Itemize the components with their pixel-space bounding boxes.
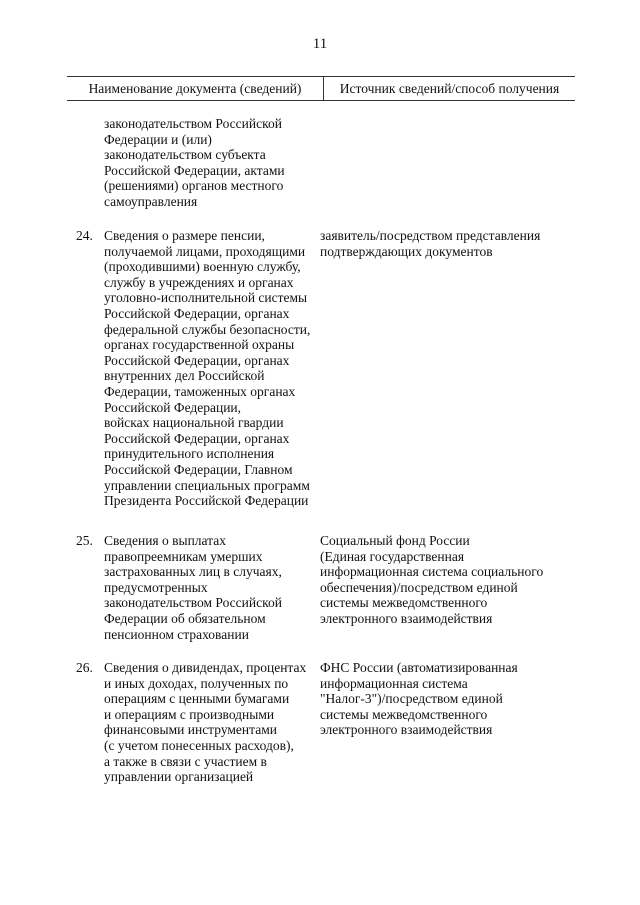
text-line: управлении организацией (104, 769, 254, 785)
text-line: (Единая государственная (320, 548, 465, 564)
text-line: управлении специальных программ (104, 477, 310, 493)
row-number: 25. (76, 533, 93, 548)
text-line: ФНС России (автоматизированная (320, 660, 518, 675)
text-line: информационная система социального (320, 564, 544, 580)
text-line: Федерации, таможенных органах (104, 383, 296, 399)
text-line: войсках национальной гвардии (104, 415, 284, 431)
document-name-cell (104, 116, 326, 210)
header-source: Источник сведений/способ получения (339, 81, 560, 96)
row-number: 26. (76, 660, 93, 675)
text-line: системы межведомственного (320, 595, 488, 611)
text-line: информационная система (320, 675, 468, 691)
text-line: внутренних дел Российской (104, 368, 265, 384)
page-number: 11 (312, 36, 328, 52)
document-name-cell (104, 660, 326, 785)
text-line: Социальный фонд России (320, 533, 470, 548)
text-line: предусмотренных (104, 579, 208, 595)
text-line: пенсионном страховании (104, 626, 249, 642)
text-line: заявитель/посредством представления (320, 228, 541, 243)
text-line: (проходившими) военную службу, (104, 259, 301, 275)
text-line: принудительного исполнения (104, 446, 275, 462)
text-line: (с учетом понесенных расходов), (104, 737, 294, 753)
text-line: Сведения о выплатах (104, 533, 226, 548)
text-line: Российской Федерации, Главном (104, 461, 293, 477)
header-document-name: Наименование документа (сведений) (67, 77, 324, 100)
text-line: системы межведомственного (320, 706, 488, 722)
text-line: обеспечения)/посредством единой (320, 579, 518, 595)
document-name-cell (104, 228, 326, 509)
text-line: органах государственной охраны (104, 337, 295, 353)
text-line: уголовно-исполнительной системы (104, 290, 308, 306)
row-number: 24. (76, 228, 93, 243)
text-line: электронного взаимодействия (320, 610, 493, 626)
text-line: Федерации об обязательном (104, 610, 266, 626)
text-line: (решениями) органов местного (104, 178, 284, 194)
source-cell (320, 660, 580, 738)
text-line: операциям с ценными бумагами (104, 691, 290, 707)
source-cell (320, 228, 580, 259)
text-line: электронного взаимодействия (320, 722, 493, 738)
text-line: подтверждающих документов (320, 243, 493, 259)
text-line: службу в учреждениях и органах (104, 274, 294, 290)
text-line: Сведения о дивидендах, процентах (104, 660, 307, 675)
text-line: Российской Федерации, органах (104, 430, 290, 446)
text-line: получаемой лицами, проходящими (104, 243, 306, 259)
text-line: Российской Федерации, актами (104, 162, 285, 178)
text-line: и операциям с производными (104, 706, 275, 722)
text-line: застрахованных лиц в случаях, (104, 564, 282, 580)
text-line: самоуправления (104, 193, 198, 209)
text-line: Президента Российской Федерации (104, 493, 309, 509)
text-line: законодательством субъекта (104, 147, 266, 163)
text-line: федеральной службы безопасности, (104, 321, 311, 337)
text-line: Российской Федерации, органах (104, 305, 290, 321)
document-name-cell (104, 533, 326, 642)
text-line: а также в связи с участием в (104, 753, 267, 769)
text-line: "Налог-3")/посредством единой (320, 691, 503, 707)
text-line: и иных доходах, полученных по (104, 675, 289, 691)
text-line: правопреемникам умерших (104, 548, 263, 564)
source-cell (320, 533, 580, 627)
text-line: законодательством Российской (104, 595, 282, 611)
table-header (67, 76, 575, 101)
text-line: законодательством Российской (104, 116, 282, 131)
text-line: Федерации и (или) (104, 131, 212, 147)
text-line: Российской Федерации, органах (104, 352, 290, 368)
text-line: финансовыми инструментами (104, 722, 277, 738)
text-line: Российской Федерации, (104, 399, 242, 415)
text-line: Сведения о размере пенсии, (104, 228, 265, 243)
